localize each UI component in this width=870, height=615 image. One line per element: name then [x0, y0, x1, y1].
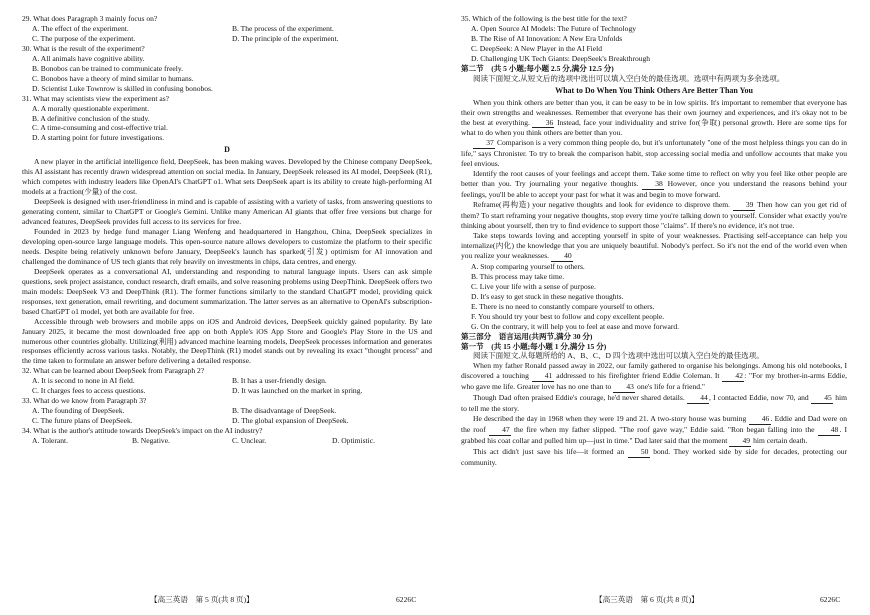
paragraph: Take steps towards loving and accepting yourself in spite of your weaknesses. Practising self-acceptance can help you internalize(内化) the knowledge that you are uniquely beautiful. Nobody's perfect. So it's not the end of the world even when you realize your weaknesses. 40 — [461, 231, 847, 260]
option-a: A. The effect of the experiment. — [32, 23, 129, 33]
page-code-left: 6226C — [396, 595, 417, 604]
paragraph: Founded in 2023 by hedge fund manager Liang Wenfeng and headquartered in Hangzhou, China, DeepSeek specializes in developing open-source large language models. This open-source nature allows developers to customize the platform to their specific needs. Despite being relatively unknown before January, DeepSeek's launch has sparked(引发) optimism for AI innovation and challenged the dominance of US tech giants that rely heavily on investments in chips, data centres, and energy. — [22, 227, 432, 266]
question-options — [22, 406, 432, 426]
question-options — [22, 436, 432, 446]
left-column — [22, 14, 432, 446]
option-e: E. There is no need to constantly compare yourself to others. — [471, 301, 655, 311]
question-stem: 31. What may scientists view the experiment as? — [22, 93, 169, 103]
section-2-heading: 第二节 (共 5 小题;每小题 2.5 分,满分 12.5 分) — [461, 63, 614, 73]
option-c: C. It charges fees to access questions. — [32, 386, 146, 396]
option-c: C. The purpose of the experiment. — [32, 33, 136, 43]
paragraph: Accessible through web browsers and mobile apps on iOS and Android devices, DeepSeek quickly gained popularity. By late January 2025, it became the most downloaded free app on both Apple's iOS App Store and Google's Play Store in the US and numerous other countries globally. Utilizing(利用) advanced machine learning models, DeepSeek processes information and generates responses efficiently across various tasks. Notably, the DeepThink (R1) model stands out by revealing its exact "thought process" and the time taken to formulate an answer before delivering a detailed response. — [22, 316, 432, 366]
option-d: D. A starting point for future investigations. — [32, 133, 165, 143]
blank-39: 39 — [733, 200, 755, 211]
part-3-heading: 第三部分 语言运用(共两节,满分 30 分) — [461, 331, 593, 341]
option-c: C. Bonobos have a theory of mind similar to humans. — [32, 73, 194, 83]
paragraph: 37 Comparison is a very common thing people do, but it's unfortunately "one of the most helpless things you can do in life," says Chronister. To try to break the comparison habit, stop accessing social media and unfollow accounts that make you feel envious. — [461, 138, 847, 169]
blank-44: 44 — [687, 393, 709, 404]
paragraph: DeepSeek is designed with user-friendliness in mind and is capable of assisting with a variety of tasks, from answering questions to generating content, similar to ChatGPT or Google's Gemini. Unlike many American AI giants that offer free versions but charge for advanced features, DeepSeek provides full access to its services for free. — [22, 197, 432, 227]
blank-41: 41 — [532, 371, 554, 382]
option-b: B. The disadvantage of DeepSeek. — [232, 406, 337, 416]
option-a: A. All animals have cognitive ability. — [32, 53, 145, 63]
question-stem: 32. What can be learned about DeepSeek from Paragraph 2? — [22, 366, 205, 376]
paragraph: Reframe(再构造) your negative thoughts and look for evidence to disprove them. 39 Then how can you get rid of them? To start reframing your negative thoughts, stop every time you're talking down to yourself. Consider what exactly you're thinking about yourself, then try to find evidence to support those "claims". If there's no evidence, it's not true. — [461, 200, 847, 231]
paragraph: Identify the root causes of your feelings and accept them. Take some time to reflect on why you feel like other people are better than you. Try journaling your negative thoughts. 38 However, once you understand the reasons behind your feelings, you'll be able to accept your past for what it was and begin to move forward. — [461, 169, 847, 200]
option-c: C. DeepSeek: A New Player in the AI Field — [471, 43, 603, 53]
option-a: A. Stop comparing yourself to others. — [471, 261, 585, 271]
section-1-heading: 第一节 (共 15 小题;每小题 1 分,满分 15 分) — [461, 341, 607, 351]
question-33 — [22, 396, 432, 426]
paragraph: A new player in the artificial intelligence field, DeepSeek, has been making waves. Developed by the Chinese company DeepSeek, this AI assistant has recently drawn widespread attention on social media. In January, DeepSeek released its AI model, DeepSeek (R1), which competes with industry leaders like OpenAI's ChatGPT o1. What sets DeepSeek apart is its ability to create high-performing AI models at a fraction(少量) of the cost. — [22, 157, 432, 197]
question-30 — [22, 44, 432, 94]
blank-36: 36 — [532, 118, 554, 129]
option-a: A. The founding of DeepSeek. — [32, 406, 125, 416]
blank-37: 37 — [473, 138, 495, 149]
question-stem: 35. Which of the following is the best title for the text? — [461, 14, 627, 23]
option-b: B. A definitive conclusion of the study. — [32, 113, 150, 123]
option-d: D. It's easy to get stuck in these negative thoughts. — [471, 291, 624, 301]
option-b: B. This process may take time. — [471, 271, 565, 281]
option-g: G. On the contrary, it will help you to feel at ease and move forward. — [471, 321, 680, 331]
blank-45: 45 — [811, 393, 833, 404]
blank-48: 48 — [818, 425, 840, 436]
option-c: C. Unclear. — [232, 436, 267, 446]
option-c: C. Live your life with a sense of purpose. — [471, 281, 596, 291]
question-34 — [22, 426, 432, 446]
question-options — [22, 54, 432, 94]
option-a: A. Open Source AI Models: The Future of Technology — [471, 23, 636, 33]
page-footer-right: 【高三英语 第 6 页(共 8 页)】 — [595, 595, 699, 604]
option-a: A. A morally questionable experiment. — [32, 103, 149, 113]
option-c: C. The future plans of DeepSeek. — [32, 416, 133, 426]
option-a: A. Tolerant. — [32, 436, 69, 446]
option-d: D. The principle of the experiment. — [232, 33, 339, 43]
blank-50: 50 — [628, 447, 650, 458]
question-options — [22, 376, 432, 396]
blank-47: 47 — [489, 425, 511, 436]
passage-d — [22, 157, 432, 366]
passage-title: What to Do When You Think Others Are Better Than You — [555, 85, 753, 95]
question-35 — [461, 14, 847, 64]
page-footer-left: 【高三英语 第 5 页(共 8 页)】 — [150, 595, 254, 604]
option-d: D. The global expansion of DeepSeek. — [232, 416, 349, 426]
question-stem: 33. What do we know from Paragraph 3? — [22, 396, 147, 406]
question-options — [22, 24, 432, 44]
paragraph: When you think others are better than you, it can be easy to be in low spirits. It's important to remember that everyone has their own strengths and weaknesses. Remember that everyone has their own journey and experiences, and it's okay not to be the best at everything. 36 Instead, face your individuality and strive for(争取) personal growth. Here are some tips for what to do when you think others are better than you. — [461, 97, 847, 138]
page-code-right: 6226C — [820, 595, 841, 604]
option-b: B. The process of the experiment. — [232, 23, 334, 33]
question-31 — [22, 94, 432, 144]
blank-49: 49 — [729, 436, 751, 447]
seven-choice-options — [461, 262, 847, 332]
section-1-instructions: 阅读下面短文,从每题所给的 A、B、C、D 四个选项中选出可以填入空白处的最佳选项。 — [473, 351, 764, 361]
option-a: A. It is second to none in AI field. — [32, 376, 135, 386]
blank-42: 42 — [722, 371, 744, 382]
question-stem: 29. What does Paragraph 3 mainly focus on? — [22, 14, 158, 23]
paragraph: DeepSeek operates as a conversational AI, understanding and responding to natural language inputs. Users can ask simple questions, seek project assistance, conduct research, draft emails, and solve reasoning problems using DeepThink. DeepSeek offers two main models: DeepSeek V3 and DeepThink (R1). The former functions similarly to the standard ChatGPT model, providing quick responses, text generation, email rewriting, and document summarization. The latter serves as an alternative to OpenAI's subscription-based ChatGPT o1 model, yet both are available for free. — [22, 266, 432, 316]
option-d: D. Challenging UK Tech Giants: DeepSeek's Breakthrough — [471, 53, 651, 63]
option-b: B. Bonobos can be trained to communicate freely. — [32, 63, 184, 73]
cloze-paragraph: When my father Ronald passed away in 2022, our family gathered to organise his belongings. Among his old notebooks, I discovered a touching 41 addressed to his firefighter friend Eddie Coleman. It 42: "For my brother-in-arms Eddie, who gave me life. Greater love has no one than to 43 one's life for a friend." — [461, 361, 847, 392]
option-b: B. The Rise of AI Innovation: A New Era Unfolds — [471, 33, 623, 43]
blank-46: 46 — [749, 414, 771, 425]
option-b: B. It has a user-friendly design. — [232, 376, 327, 386]
question-stem: 30. What is the result of the experiment? — [22, 43, 145, 53]
section-2-instructions: 阅读下面短文,从短文后的选项中选出可以填入空白处的最佳选项。选项中有两项为多余选项。 — [473, 73, 785, 83]
option-d: D. It was launched on the market in spring. — [232, 386, 363, 396]
blank-40: 40 — [551, 251, 573, 262]
question-stem: 34. What is the author's attitude towards DeepSeek's impact on the AI industry? — [22, 426, 263, 436]
option-b: B. Negative. — [132, 436, 170, 446]
blank-43: 43 — [613, 382, 635, 393]
question-29 — [22, 14, 432, 44]
question-options — [22, 104, 432, 144]
question-options — [461, 24, 847, 64]
option-f: F. You should try your best to follow and copy excellent people. — [471, 311, 665, 321]
cloze-paragraph: Though Dad often praised Eddie's courage, he'd never shared details. 44, I contacted Eddie, now 70, and 45 him to tell me the story. — [461, 393, 847, 414]
option-d: D. Scientist Luke Townrow is skilled in confusing bonobos. — [32, 83, 213, 93]
cloze-paragraph: He described the day in 1968 when they were 19 and 21. A two-story house was burning 46. Eddie and Dad were on the roof 47 the fire when my father slipped. "The roof gave way," Eddie said. "Ron began falling into the 48. I grabbed his coat collar and pulled him up—just in time." Dad later said that the moment 49 him certain death. — [461, 414, 847, 446]
question-32 — [22, 366, 432, 396]
blank-38: 38 — [642, 179, 664, 190]
option-c: C. A time-consuming and cost-effective trial. — [32, 123, 168, 133]
right-column — [461, 14, 847, 468]
option-d: D. Optimistic. — [332, 436, 375, 446]
passage-letter: D — [224, 145, 230, 155]
cloze-paragraph: This act didn't just save his life—it formed an 50 bond. They worked side by side for decades, protecting our community. — [461, 447, 848, 467]
